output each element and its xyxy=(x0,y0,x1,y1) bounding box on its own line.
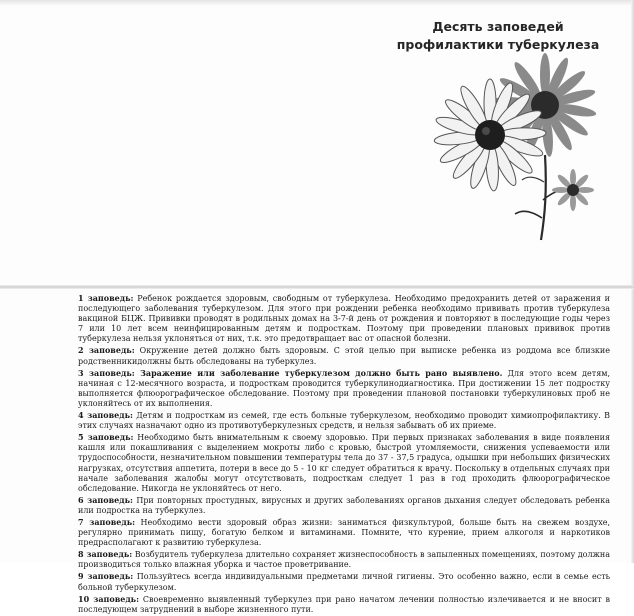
commandment-3-text: Для этого всем детям, начиная с 12-месячного возраста, и подросткам проводится туберкулинодиагностика. При достижении 15 лет подростку выполняется флюорографическое обследование. Поэтому при проведении плановой постановки туберкулиновых проб не уклоняйтесь от их выполнения. xyxy=(78,368,611,408)
commandment-10-text: Своевременно выявленный туберкулез при рано начатом лечении полностью излечивается и не вносит в последующем затруднений в выборе жизненного пути. xyxy=(78,594,610,614)
small-bud xyxy=(552,169,594,211)
front-flower xyxy=(434,79,546,191)
commandment-2-text: Окружение детей должно быть здоровым. С этой целью при выписке ребенка из роддома все близкие родственникидолжны быть обследованы на туберкулез. xyxy=(78,346,610,366)
commandment-2 xyxy=(78,345,610,366)
commandment-1-label: 1 заповедь: xyxy=(78,293,134,303)
commandment-4-text: Детям и подросткам из семей, где есть больные туберкулезом, необходимо проводит химиопрофилактику. В этих случаях назначают одно из противотуберкулезных средств, и нельзя забывать об их приеме. xyxy=(78,411,610,431)
commandment-8-label: 8 заповедь: xyxy=(78,549,133,560)
commandment-1 xyxy=(78,293,610,344)
commandment-10 xyxy=(78,594,610,615)
commandment-1-text: Ребенок рождается здоровым, свободным от туберкулеза. Необходимо предохранить детей от заражения и последующего заболевания туберкулезом. Для этого при рождении ребенка необходимо прививать против туберкулеза вакциной БЦЖ. Прививки проводят в родильных домах на 3-7-й день от рождения и повторяют в последующие годы через 7 или 10 лет всем неинфицированным детям и подросткам. Поэтому при проведении плановых прививок против туберкулеза нельзя уклоняться от них, т.к. это предотвращает вас от опасной болезни. xyxy=(78,294,610,344)
commandment-7-text: Необходимо вести здоровый образ жизни: заниматься физкультурой, больше быть на свежем воздухе, регулярно принимать пищу, богатую белком и витаминами. Помните, что курение, прием алкоголя и наркотиков предрасполагают к развитию туберкулеза. xyxy=(78,517,610,548)
title-line-1: Десять заповедей xyxy=(432,19,564,34)
page-top-edge xyxy=(0,0,634,6)
commandment-8-text: Возбудитель туберкулеза длительно сохраняет жизнеспособность в запыленных помещениях, поэтому должна производиться только влажная уборка и частое проветривание. xyxy=(78,550,610,570)
commandment-3-label: 3 заповедь: Заражение или заболевание туберкулезом должно быть рано выявлено. xyxy=(78,367,503,378)
commandment-8 xyxy=(78,549,610,570)
commandment-9 xyxy=(78,571,610,592)
commandment-5 xyxy=(78,432,610,494)
commandment-3 xyxy=(78,368,610,409)
document-title xyxy=(380,18,616,54)
commandment-9-label: 9 заповедь: xyxy=(78,571,134,582)
commandment-5-text: Необходимо быть внимательным к своему здоровью. При первых признаках заболевания в виде появления кашля или покашливания с выделением мокроты либо с кровью, быстрой утомляемости, снижения успеваемости или трудоспособности, незначительном повышении температуры тела до 37 - 37,5 градуса, одышки при небольших физических нагрузках, отсутствия аппетита, потери в весе до 5 - 10 кг следует обратиться к врачу. Поскольку в отдельных случаях при начале заболевания жалобы могут отсутствовать, подросткам следует 1 раз в год проходить флюорографическое обследование. Никогда не уклоняйтесь от него. xyxy=(78,433,610,493)
title-line-2: профилактики туберкулеза xyxy=(396,37,600,52)
commandment-4-label: 4 заповедь: xyxy=(78,410,133,421)
commandment-10-label: 10 заповедь: xyxy=(78,593,140,604)
commandment-4 xyxy=(78,410,610,431)
commandment-9-text: Пользуйтесь всегда индивидуальными предметами личной гигиены. Это особенно важно, если в семье есть больной туберкулезом. xyxy=(78,572,610,592)
commandment-7 xyxy=(78,517,610,548)
commandments-list xyxy=(78,293,610,616)
page-fold-line xyxy=(0,285,634,289)
commandment-2-label: 2 заповедь: xyxy=(78,345,135,356)
commandment-6-text: При повторных простудных, вирусных и других заболеваниях органов дыхания следует обследовать ребенка или подростка на туберкулез. xyxy=(78,495,610,515)
commandment-6-label: 6 заповедь: xyxy=(78,494,133,505)
chamomile-flower-illustration xyxy=(395,50,610,250)
commandment-7-label: 7 заповедь: xyxy=(78,516,136,527)
commandment-5-label: 5 заповедь: xyxy=(78,432,134,443)
commandment-6 xyxy=(78,495,610,516)
